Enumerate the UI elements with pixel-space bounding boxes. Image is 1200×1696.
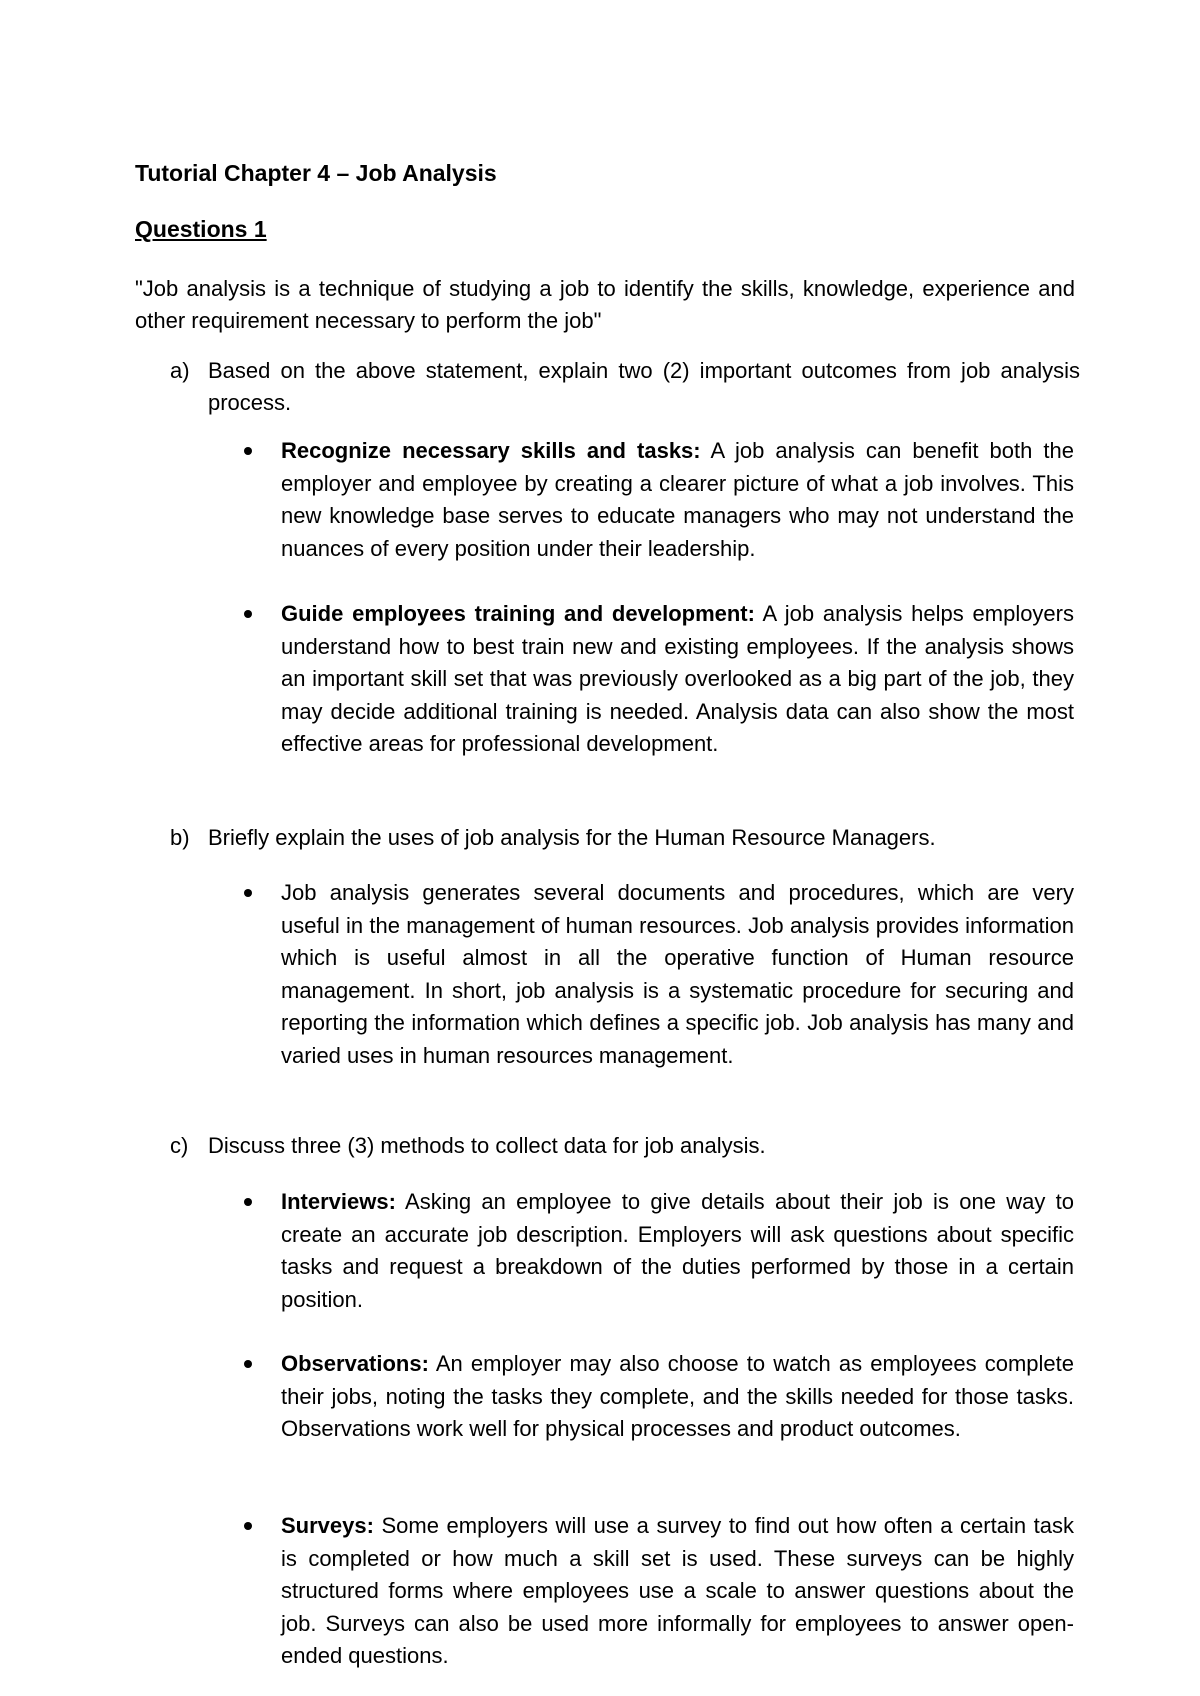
list-item — [244, 1348, 1074, 1446]
bullet-icon — [244, 1522, 252, 1530]
bullet-term: Guide employees training and development: — [281, 601, 755, 626]
bullet-term: Interviews: — [281, 1189, 396, 1214]
bullet-body: Some employers will use a survey to find out how often a certain task is completed or how much a skill set is used. These surveys can be highly structured forms where employees use a scale to answer questions about the job. Surveys can also be used more informally for employees to answer open-ended questions. — [281, 1513, 1074, 1668]
bullet-term: Observations: — [281, 1351, 429, 1376]
question-letter: a) — [170, 358, 190, 383]
bullet-text — [281, 435, 1074, 565]
bullet-body: An employer may also choose to watch as employees complete their jobs, noting the tasks they complete, and the skills needed for those tasks. Observations work well for physical processes and product outcomes. — [281, 1351, 1074, 1441]
bullet-term: Recognize necessary skills and tasks: — [281, 438, 701, 463]
bullet-text — [281, 1510, 1074, 1673]
list-item — [244, 877, 1074, 1072]
list-item — [244, 598, 1074, 761]
bullet-icon — [244, 610, 252, 618]
bullet-body: A job analysis helps employers understand how to best train new and existing employees. If the analysis shows an important skill set that was previously overlooked as a big part of the job, they may decide additional training is needed. Analysis data can also show the most effective areas for professional development. — [281, 601, 1074, 756]
intro-quote: "Job analysis is a technique of studying a job to identify the skills, knowledge, experience and other requirement necessary to perform the job" — [135, 276, 1075, 333]
question-text: Discuss three (3) methods to collect data for job analysis. — [208, 1133, 766, 1158]
bullet-text — [281, 1186, 1074, 1316]
question-a — [170, 355, 1080, 419]
bullet-icon — [244, 447, 252, 455]
question-letter: c) — [170, 1133, 189, 1158]
list-item — [244, 1186, 1074, 1316]
question-c — [170, 1130, 1080, 1162]
question-letter: b) — [170, 825, 190, 850]
list-item — [244, 1510, 1074, 1673]
bullet-icon — [244, 1198, 252, 1206]
section-heading: Questions 1 — [135, 216, 267, 242]
document-title: Tutorial Chapter 4 – Job Analysis — [135, 160, 497, 186]
question-text: Briefly explain the uses of job analysis for the Human Resource Managers. — [208, 825, 936, 850]
bullet-body: Asking an employee to give details about their job is one way to create an accurate job description. Employers will ask questions about specific tasks and request a breakdown of the duties performed by those in a certain position. — [281, 1189, 1074, 1312]
bullet-text — [281, 598, 1074, 761]
bullet-term: Surveys: — [281, 1513, 374, 1538]
question-text: Based on the above statement, explain two (2) important outcomes from job analysis process. — [208, 358, 1080, 415]
bullet-text — [281, 877, 1074, 1072]
bullet-icon — [244, 1360, 252, 1368]
bullet-body: A job analysis can benefit both the employer and employee by creating a clearer picture of what a job involves. This new knowledge base serves to educate managers who may not understand the nuances of every position under their leadership. — [281, 438, 1074, 561]
bullet-body: Job analysis generates several documents and procedures, which are very useful in the management of human resources. Job analysis provides information which is useful almost in all the operative function of Human resource management. In short, job analysis is a systematic procedure for securing and reporting the information which defines a specific job. Job analysis has many and varied uses in human resources management. — [281, 880, 1074, 1068]
list-item — [244, 435, 1074, 565]
bullet-icon — [244, 889, 252, 897]
question-b — [170, 822, 1080, 854]
bullet-text — [281, 1348, 1074, 1446]
